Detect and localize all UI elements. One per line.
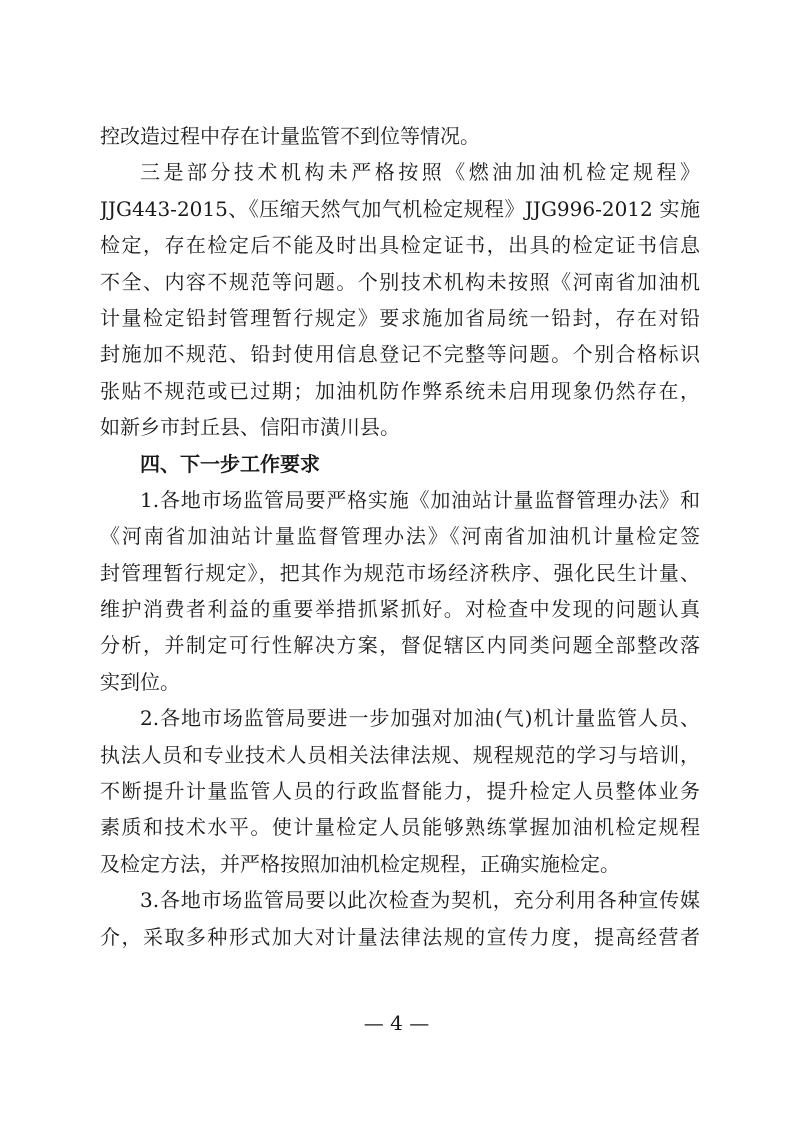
text-line: 2.各地市场监管局要进一步加强对加油(气)机计量监管人员、 — [140, 706, 700, 731]
text-line: 封施加不规范、铅封使用信息登记不完整等问题。个别合格标识 — [100, 342, 700, 367]
text-line: 不断提升计量监管人员的行政监督能力，提升检定人员整体业务 — [100, 779, 700, 804]
text-line: 不全、内容不规范等问题。个别技术机构未按照《河南省加油机 — [100, 269, 700, 294]
text-line: 介，采取多种形式加大对计量法律法规的宣传力度，提高经营者 — [100, 924, 700, 949]
text-line: 执法人员和专业技术人员相关法律法规、规程规范的学习与培训， — [100, 742, 700, 767]
text-line: 张贴不规范或已过期；加油机防作弊系统未启用现象仍然存在， — [100, 378, 700, 403]
text-line: 控改造过程中存在计量监管不到位等情况。 — [100, 124, 480, 148]
text-line: 三是部分技术机构未严格按照《燃油加油机检定规程》 — [140, 160, 700, 185]
text-line: JJG443-2015、《压缩天然气加气机检定规程》JJG996-2012 实施 — [100, 196, 700, 221]
text-line: 维护消费者利益的重要举措抓紧抓好。对检查中发现的问题认真 — [100, 597, 700, 622]
body-text — [100, 118, 700, 955]
text-line: 《河南省加油站计量监督管理办法》《河南省加油机计量检定签 — [100, 524, 700, 549]
text-line: 分析，并制定可行性解决方案，督促辖区内同类问题全部整改落 — [100, 633, 700, 658]
text-line: 及检定方法，并严格按照加油机检定规程，正确实施检定。 — [100, 851, 620, 876]
text-line: 如新乡市封丘县、信阳市潢川县。 — [100, 415, 400, 440]
text-line: 3.各地市场监管局要以此次检查为契机，充分利用各种宣传媒 — [140, 888, 700, 913]
text-line: 1.各地市场监管局要严格实施《加油站计量监督管理办法》和 — [140, 487, 700, 512]
text-line: 素质和技术水平。使计量检定人员能够熟练掌握加油机检定规程 — [100, 815, 700, 840]
text-line: 实到位。 — [100, 669, 180, 694]
text-line: 检定，存在检定后不能及时出具检定证书，出具的检定证书信息 — [100, 233, 700, 258]
page-number: — 4 — — [363, 1011, 430, 1035]
section-heading: 四、下一步工作要求 — [140, 451, 320, 476]
text-line: 封管理暂行规定》，把其作为规范市场经济秩序、强化民生计量、 — [100, 560, 700, 585]
text-line: 计量检定铅封管理暂行规定》要求施加省局统一铅封，存在对铅 — [100, 305, 700, 330]
